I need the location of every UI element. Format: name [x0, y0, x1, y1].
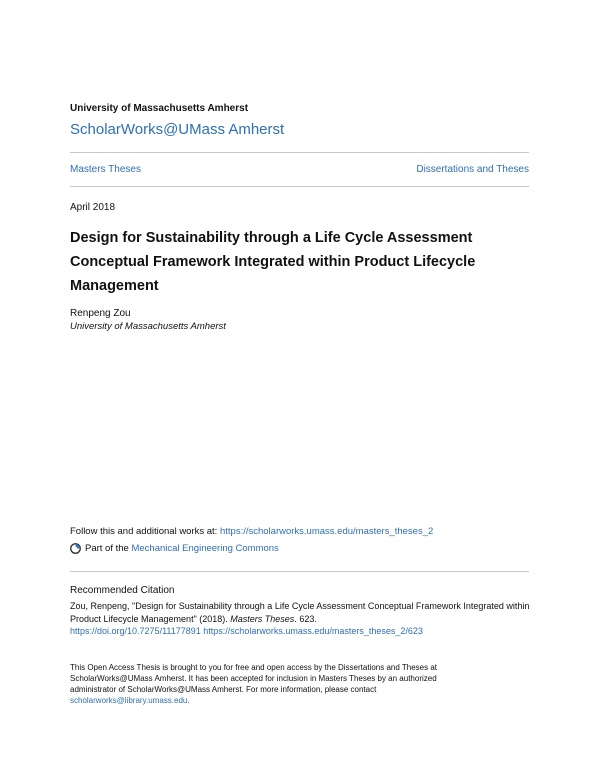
repository-link[interactable]: ScholarWorks@UMass Amherst	[70, 121, 285, 138]
follow-line	[70, 526, 433, 537]
masters-theses-link[interactable]: Masters Theses	[70, 164, 141, 175]
citation-doi-link[interactable]: https://doi.org/10.7275/11177891	[70, 626, 201, 636]
part-of-label: Part of the	[85, 543, 129, 554]
citation-url-link[interactable]: https://scholarworks.umass.edu/masters_theses_2/623	[203, 626, 423, 636]
follow-url-link[interactable]: https://scholarworks.umass.edu/masters_theses_2	[219, 526, 434, 537]
mechanical-engineering-commons-link[interactable]: Mechanical Engineering Commons	[131, 543, 279, 554]
citation-main: Zou, Renpeng, "Design for Sustainability through a Life Cycle Assessment Conceptual Framework Integrated within Product Lifecycle Management" (2018).	[70, 601, 530, 624]
university-name: University of Massachusetts Amherst	[70, 103, 249, 114]
top-divider	[70, 152, 529, 153]
dissertations-theses-link[interactable]: Dissertations and Theses	[416, 164, 529, 175]
notice-text: This Open Access Thesis is brought to you for free and open access by the Dissertations and Theses at ScholarWorks@UMass Amherst. It has been accepted for inclusion in Masters Theses by an authorized administrator of ScholarWorks@UMass Amherst. For more information, please contact	[70, 663, 438, 694]
notice-end: .	[187, 696, 190, 705]
contact-email-link[interactable]: scholarworks@library.umass.edu	[70, 696, 188, 705]
citation-divider	[70, 571, 529, 572]
author-name: Renpeng Zou	[70, 308, 131, 319]
citation-number: . 623.	[294, 613, 317, 624]
citation-series: Masters Theses	[230, 613, 295, 624]
citation-heading: Recommended Citation	[70, 585, 175, 596]
commons-network-icon	[70, 543, 81, 554]
author-affiliation: University of Massachusetts Amherst	[70, 321, 226, 332]
document-title: Design for Sustainability through a Life Cycle Assessment Conceptual Framework Integrated within Product Lifecycle Management	[70, 230, 476, 294]
follow-label: Follow this and additional works at:	[70, 526, 220, 537]
part-of-line	[70, 543, 279, 554]
open-access-notice	[70, 662, 470, 706]
citation-text	[70, 600, 530, 638]
publication-date: April 2018	[70, 202, 116, 213]
nav-divider	[70, 186, 529, 187]
